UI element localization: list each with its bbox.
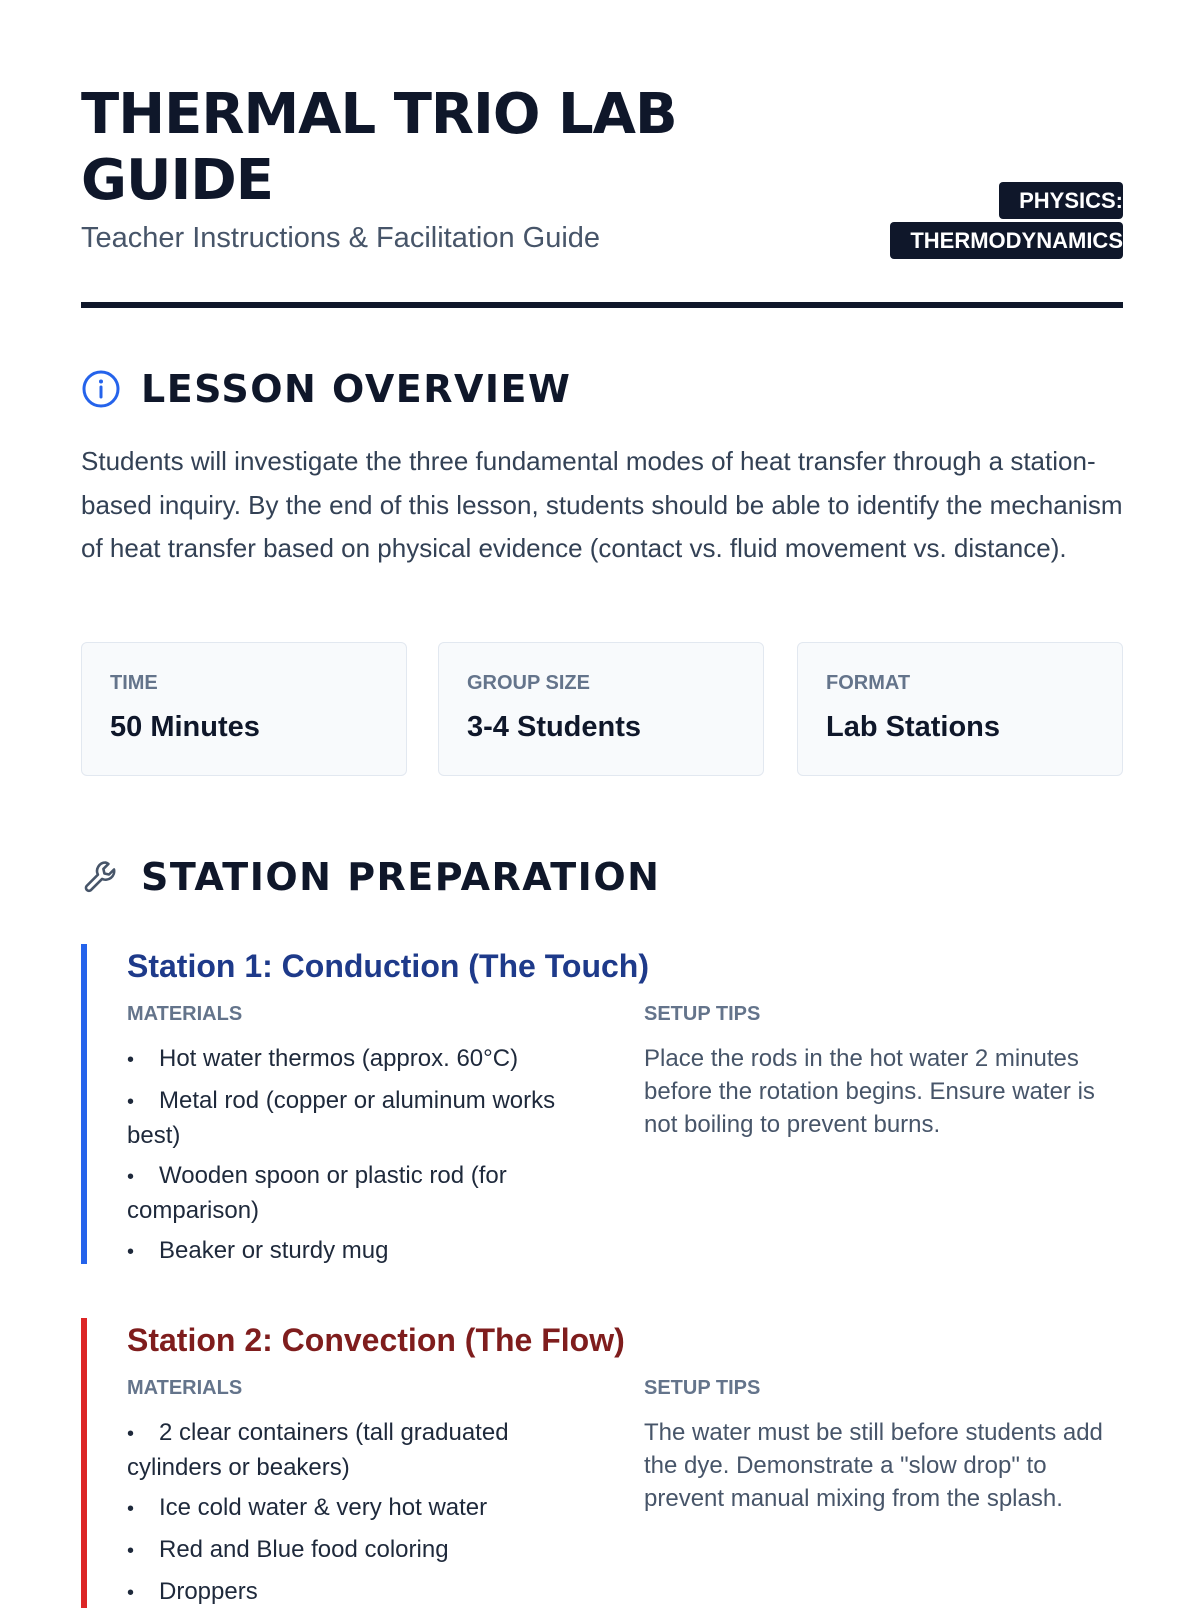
materials-list: [127, 1042, 602, 1276]
lesson-overview-title: LESSON OVERVIEW: [141, 367, 572, 411]
lesson-info-cards: [81, 642, 1123, 778]
info-card-time: [81, 642, 407, 776]
materials-item: • 2 clear containers (tall graduated cylinders or beakers): [127, 1416, 602, 1484]
setup-tips-label: SETUP TIPS: [644, 1377, 761, 1399]
document-header: [81, 82, 1123, 306]
materials-item: • Droppers: [127, 1575, 602, 1610]
setup-tips-text: The water must be still before students add the dye. Demonstrate a "slow drop" to prevent manual mixing from the splash.: [644, 1419, 1103, 1512]
materials-list: [127, 1416, 602, 1617]
info-card-value: 3-4 Students: [467, 711, 642, 743]
materials-item: • Beaker or sturdy mug: [127, 1234, 602, 1269]
info-card-label: GROUP SIZE: [467, 672, 590, 694]
materials-item: • Red and Blue food coloring: [127, 1533, 602, 1568]
station-preparation-title: STATION PREPARATION: [141, 855, 661, 899]
info-card-label: TIME: [110, 672, 158, 694]
materials-label: MATERIALS: [127, 1003, 243, 1025]
materials-label: MATERIALS: [127, 1377, 243, 1399]
station-preparation-heading: [81, 853, 1123, 903]
materials-item: • Wooden spoon or plastic rod (for comparison): [127, 1159, 602, 1227]
setup-tips-label: SETUP TIPS: [644, 1003, 761, 1025]
subject-badge: [883, 181, 1123, 261]
station-accent-bar: [81, 944, 87, 1264]
station-title: Station 2: Convection (The Flow): [127, 1322, 625, 1358]
setup-tips-text: Place the rods in the hot water 2 minutes before the rotation begins. Ensure water is not boiling to prevent burns.: [644, 1045, 1095, 1138]
info-icon: [81, 369, 121, 409]
materials-item: • Hot water thermos (approx. 60°C): [127, 1042, 602, 1077]
station-card-conduction: [81, 944, 1123, 1264]
document-title: THERMAL TRIO LAB GUIDE: [81, 82, 677, 213]
materials-item: • Metal rod (copper or aluminum works best): [127, 1084, 602, 1152]
info-card-label: FORMAT: [826, 672, 911, 694]
lesson-overview-text: Students will investigate the three fundamental modes of heat transfer through a station-based inquiry. By the end of this lesson, students should be able to identify the mechanism of heat transfer based on physical evidence (contact vs. fluid movement vs. distance).: [81, 446, 1123, 563]
info-card-group-size: [438, 642, 764, 776]
wrench-icon: [81, 857, 121, 897]
station-card-convection: [81, 1318, 1123, 1608]
info-card-value: 50 Minutes: [110, 711, 260, 743]
document-subtitle: Teacher Instructions & Facilitation Guide: [81, 222, 601, 254]
materials-item: • Ice cold water & very hot water: [127, 1491, 602, 1526]
subject-badge-label: PHYSICS: THERMODYNAMICS: [890, 182, 1123, 259]
station-accent-bar: [81, 1318, 87, 1608]
info-card-value: Lab Stations: [826, 711, 1001, 743]
header-divider: [81, 302, 1123, 308]
lesson-overview-heading: [81, 365, 1123, 415]
info-card-format: [797, 642, 1123, 776]
station-title: Station 1: Conduction (The Touch): [127, 948, 649, 984]
